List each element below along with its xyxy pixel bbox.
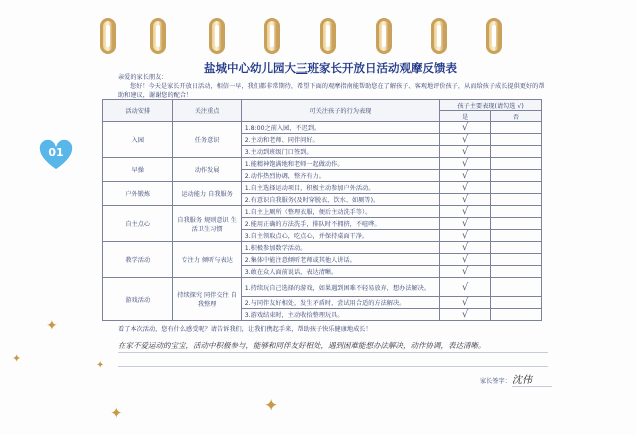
yes-checkbox[interactable]: √ [440, 266, 491, 278]
no-checkbox[interactable] [491, 134, 542, 146]
handwritten-feedback[interactable]: 在家不爱运动的宝宝，活动中积极参与，能够和同伴友好相处，遇到困难能想办法解决，动作协调，表达清晰。 [118, 341, 486, 350]
title-prefix: 盐城中心幼儿园大 [204, 61, 296, 75]
header-no: 否 [491, 111, 542, 122]
title-class-fill: 三 [296, 61, 308, 75]
yes-checkbox[interactable]: √ [440, 170, 491, 182]
binder-ring [264, 18, 280, 54]
writing-line [118, 352, 548, 353]
performance-cell: 3.自主领取点心，吃点心，并保持桌面干净。 [241, 230, 439, 242]
yes-checkbox[interactable]: √ [440, 278, 491, 297]
performance-cell: 3.敢在众人面前说话，表达清晰。 [241, 266, 439, 278]
yes-checkbox[interactable]: √ [440, 158, 491, 170]
signature-label: 家长签字： [480, 378, 511, 385]
header-yes: 是 [440, 111, 491, 122]
intro-body: 您好！今天是家长开放日活动，相信一早，我们都非常期待，希望下面的观摩指南能帮助您在了解孩子、客观地评价孩子，从而给孩子成长提供更好的帮助和建议，谢谢您的配合！ [118, 83, 545, 99]
binder-ring [209, 18, 225, 54]
badge-number: 01 [48, 146, 64, 159]
yes-checkbox[interactable]: √ [440, 242, 491, 254]
header-performance: 可关注孩子的行为表现 [241, 100, 439, 122]
yes-checkbox[interactable]: √ [440, 218, 491, 230]
performance-cell: 1.持续玩自己选择的游戏，如果遇到困难不轻易放弃，想办法解决。 [241, 278, 439, 297]
header-activity: 活动安排 [103, 100, 173, 122]
activity-cell: 游戏活动 [103, 278, 173, 321]
activity-cell: 早操 [103, 158, 173, 182]
observation-table [102, 99, 542, 321]
performance-cell: 2.动作热烈协调，整齐有力。 [241, 170, 439, 182]
performance-cell: 2.有意识自我服务(及时穿脱衣、饮水、如厕等)。 [241, 194, 439, 206]
focus-cell: 专注力 倾听与表达 [173, 242, 241, 278]
yes-checkbox[interactable]: √ [440, 230, 491, 242]
signature-line [512, 386, 552, 387]
table-row [103, 182, 542, 194]
star-icon: ✦ [46, 318, 58, 334]
no-checkbox[interactable] [491, 266, 542, 278]
performance-cell: 2.能用正确的方法洗手，排队时不拥挤，不喧哗。 [241, 218, 439, 230]
writing-line [118, 366, 548, 367]
yes-checkbox[interactable]: √ [440, 194, 491, 206]
yes-checkbox[interactable]: √ [440, 254, 491, 266]
activity-cell: 教学活动 [103, 242, 173, 278]
no-checkbox[interactable] [491, 158, 542, 170]
star-icon: ✦ [96, 360, 105, 371]
performance-cell: 1.自主选择运动项目，积极主动参加户外活动。 [241, 182, 439, 194]
signature-value[interactable]: 沈伟 [512, 375, 532, 386]
binder-ring [376, 18, 392, 54]
binder-rings [0, 0, 637, 60]
performance-cell: 1.8:00之前入园，不迟到。 [241, 122, 439, 134]
no-checkbox[interactable] [491, 309, 542, 321]
intro-greeting: 亲爱的家长朋友： [118, 74, 168, 81]
table-row [103, 278, 542, 297]
yes-checkbox[interactable]: √ [440, 206, 491, 218]
star-icon: ✦ [12, 352, 22, 365]
binder-ring [486, 18, 502, 54]
focus-cell: 任务意识 [173, 122, 241, 158]
focus-cell: 持续探究 同伴交往 自我整理 [173, 278, 241, 321]
performance-cell: 2.集体中能注意倾听老师或其他人讲话。 [241, 254, 439, 266]
no-checkbox[interactable] [491, 297, 542, 309]
table-row [103, 158, 542, 170]
binder-ring [150, 18, 166, 54]
yes-checkbox[interactable]: √ [440, 134, 491, 146]
yes-checkbox[interactable]: √ [440, 297, 491, 309]
activity-cell: 自主点心 [103, 206, 173, 242]
performance-cell: 3.游戏结束时，主动收拾整理玩具。 [241, 309, 439, 321]
yes-checkbox[interactable]: √ [440, 122, 491, 134]
no-checkbox[interactable] [491, 122, 542, 134]
header-main-performance: 孩子主要表现(请勾选 √) [440, 100, 542, 111]
focus-cell: 自我服务 规则意识 生活卫生习惯 [173, 206, 241, 242]
title-suffix: 班家长开放日活动观摩反馈表 [307, 61, 457, 75]
table-row [103, 206, 542, 218]
no-checkbox[interactable] [491, 206, 542, 218]
no-checkbox[interactable] [491, 194, 542, 206]
binder-ring [431, 18, 447, 54]
activity-cell: 户外锻炼 [103, 182, 173, 206]
performance-cell: 2.主动和老师、同伴问好。 [241, 134, 439, 146]
focus-cell: 动作发展 [173, 158, 241, 182]
binder-ring [320, 18, 336, 54]
intro-text [118, 73, 548, 100]
yes-checkbox[interactable]: √ [440, 182, 491, 194]
star-icon: ✦ [264, 396, 279, 416]
no-checkbox[interactable] [491, 278, 542, 297]
badge-heart-icon [38, 138, 74, 172]
feedback-prompt: 看了本次活动，您有什么感受呢？请告诉我们，让我们携起手来，帮助孩子快乐健康地成长！ [118, 326, 372, 333]
no-checkbox[interactable] [491, 182, 542, 194]
performance-cell: 2.与同伴友好相处，发生矛盾时，尝试用合适的方法解决。 [241, 297, 439, 309]
star-icon: ✦ [110, 404, 123, 422]
no-checkbox[interactable] [491, 218, 542, 230]
no-checkbox[interactable] [491, 230, 542, 242]
yes-checkbox[interactable]: √ [440, 309, 491, 321]
performance-cell: 1.积极参加数学活动。 [241, 242, 439, 254]
no-checkbox[interactable] [491, 146, 542, 158]
no-checkbox[interactable] [491, 170, 542, 182]
performance-cell: 3.主动到班级门口签到。 [241, 146, 439, 158]
yes-checkbox[interactable]: √ [440, 146, 491, 158]
binder-ring [100, 18, 116, 54]
no-checkbox[interactable] [491, 242, 542, 254]
activity-cell: 入园 [103, 122, 173, 158]
no-checkbox[interactable] [491, 254, 542, 266]
performance-cell: 1.自主上厕所（整理衣服，便后主动洗手等）。 [241, 206, 439, 218]
table-row [103, 242, 542, 254]
focus-cell: 运动能力 自我服务 [173, 182, 241, 206]
table-row [103, 122, 542, 134]
header-focus: 关注重点 [173, 100, 241, 122]
performance-cell: 1.能精神饱满地和老师一起做动作。 [241, 158, 439, 170]
